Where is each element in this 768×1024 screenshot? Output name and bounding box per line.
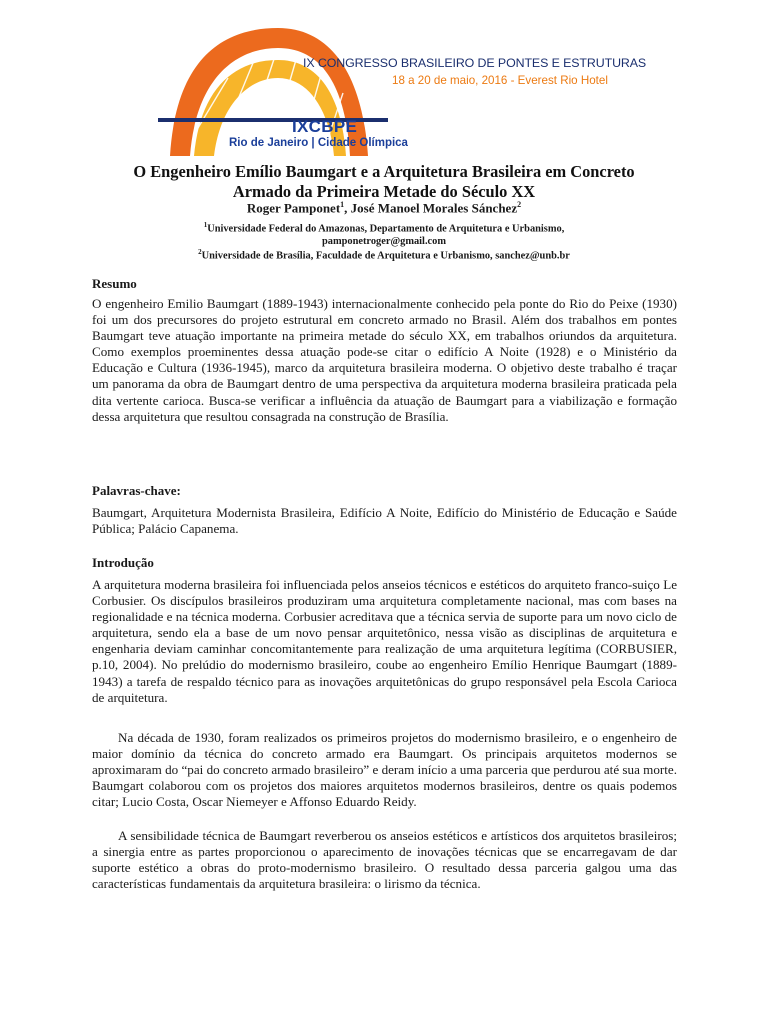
conference-city: Rio de Janeiro | Cidade Olímpica <box>229 137 408 149</box>
introduction-heading: Introdução <box>92 555 154 570</box>
abstract-text: O engenheiro Emilio Baumgart (1889-1943) internacionalmente conhecido pela ponte do Rio do Peixe (1930) foi um dos precursores do projeto estrutural em concreto armado no Brasil. Além dos trabalhos em pontes Baumgart teve atuação importante na primeira metade do século XX, em trabalhos oriundos da arquitetura. Como exemplos proeminentes dessa atuação pode-se citar o edifício A Noite (1928) e o Ministério da Educação e Cultura (1936-1945), marco da arquitetura brasileira moderna. O objetivo deste trabalho é traçar um panorama da obra de Baumgart dentro de uma perspectiva da arquitetura moderna brasileira praticada pela dita vertente carioca. Busca-se verificar a influência da atuação de Baumgart para a viabilização e formação dessa arquitetura que resultou consagrada na construção de Brasília. <box>92 296 677 424</box>
conference-date-venue: 18 a 20 de maio, 2016 - Everest Rio Hotel <box>392 74 608 87</box>
author-2-affil-marker: 2 <box>517 200 522 209</box>
introduction-paragraph-1: A arquitetura moderna brasileira foi influenciada pelos anseios técnicos e estéticos do arquiteto franco-suiço Le Corbusier. Os discípulos brasileiros produziram uma arquitetura completamente nacional, mas com bases na regionalidade e na técnica moderna. Corbusier acreditava que a técnica servia de suporte para um novo ciclo de arquitetura, sendo ela a base de um novo pensar arquitetônico, nessa visão as disciplinas de arquitetura e engenharia deviam caminhar concomitantemente para realização de uma arquitetura legítima (CORBUSIER, p.10, 2004). No prelúdio do modernismo brasileiro, coube ao engenheiro Emílio Henrique Baumgart (1889-1943) a tarefa de respaldo técnico para as inovações arquitetônicas do grupo responsável pela Escola Carioca de arquitetura. <box>92 577 677 705</box>
affiliation-2-text: Universidade de Brasília, Faculdade de Arquitetura e Urbanismo, sanchez@unb.br <box>201 250 570 262</box>
conference-header <box>0 0 768 160</box>
keywords-heading: Palavras-chave: <box>92 483 181 498</box>
author-2: José Manoel Morales Sánchez <box>350 200 518 216</box>
affiliation-1-email: pamponetroger@gmail.com <box>321 236 447 248</box>
conference-acronym: IXCBPE <box>292 117 358 136</box>
keywords-text: Baumgart, Arquitetura Modernista Brasileira, Edifício A Noite, Edifício do Ministério de Educação e Saúde Pública; Palácio Capanema. <box>92 505 677 537</box>
introduction-paragraph-3: A sensibilidade técnica de Baumgart reverberou os anseios estéticos e artísticos dos arquitetos brasileiros; a sinergia entre as partes proporcionou o aparecimento de inovações técnicas que se encarregavam de dar suporte estético a obras do proto-modernismo brasileiro. O resultado dessa parceria galgou uma das características fundamentais da arquitetura brasileira: o lirismo da técnica. <box>92 828 677 892</box>
affiliation-2 <box>60 246 708 262</box>
conference-name: IX CONGRESSO BRASILEIRO DE PONTES E ESTRUTURAS <box>303 56 647 70</box>
affiliation-1 <box>60 219 708 248</box>
affiliation-1-text: Universidade Federal do Amazonas, Departamento de Arquitetura e Urbanismo, <box>207 223 565 235</box>
introduction-paragraph-2: Na década de 1930, foram realizados os primeiros projetos do modernismo brasileiro, e o engenheiro de maior domínio da técnica do concreto armado era Baumgart. Os principais arquitetos modernos se aproximaram do “pai do concreto armado brasileiro” e deram início a uma parceria que perdurou até sua morte. Baumgart colaborou com os projetos dos maiores arquitetos modernos brasileiros, dentre os quais podemos citar; Lucio Costa, Oscar Niemeyer e Affonso Eduardo Reidy. <box>92 730 677 810</box>
author-separator: , <box>344 200 351 216</box>
author-1: Roger Pamponet <box>246 200 341 216</box>
author-1-affil-marker: 1 <box>340 200 345 209</box>
paper-authors <box>0 200 768 216</box>
abstract-heading: Resumo <box>92 276 137 291</box>
paper-title <box>90 162 678 201</box>
paper-title-line-1: O Engenheiro Emílio Baumgart e a Arquitetura Brasileira em Concreto <box>133 162 635 181</box>
affiliation-2-marker: 2 <box>198 248 202 256</box>
paper-title-line-2: Armado da Primeira Metade do Século XX <box>232 181 536 201</box>
affiliation-1-marker: 1 <box>203 221 208 229</box>
